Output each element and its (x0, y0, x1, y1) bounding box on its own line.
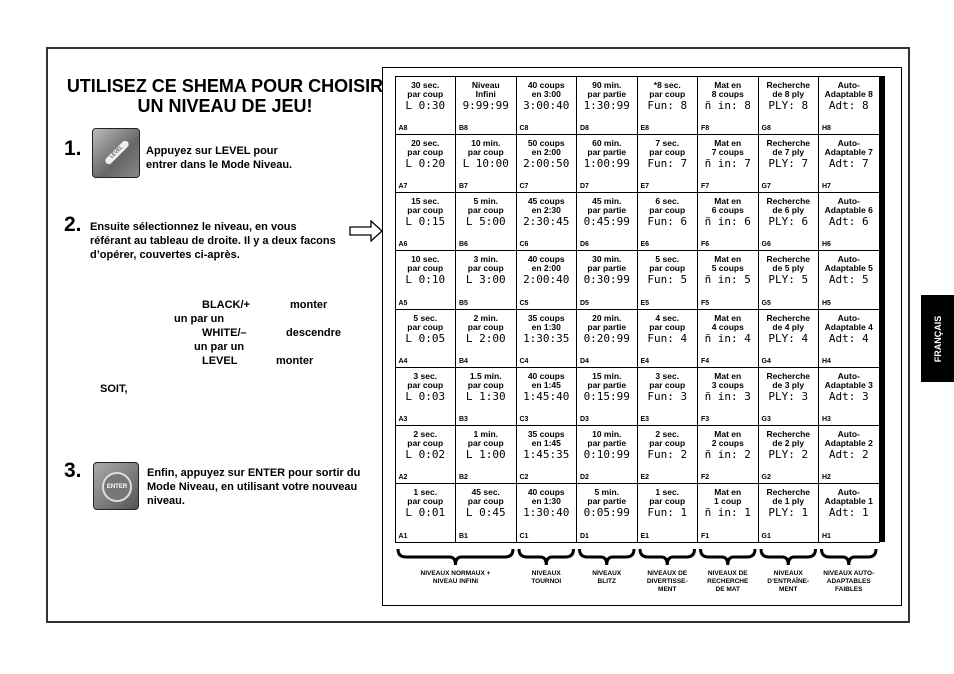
level-code: G3 (761, 416, 771, 423)
lcd-readout: L 0:03 (405, 389, 446, 403)
level-cell (516, 309, 578, 368)
lcd-readout: Fun: 1 (647, 506, 688, 520)
category-brace (398, 549, 513, 565)
level-description: 35 coups en 1:45 (527, 429, 565, 448)
enter-button-label: ENTER (102, 472, 132, 502)
level-description: 2 min. par coup (467, 312, 504, 332)
lcd-readout: L 2:00 (465, 331, 506, 345)
language-tab (921, 295, 954, 382)
level-code: E6 (640, 241, 650, 249)
level-cell (758, 76, 820, 135)
lcd-readout: 0:05:99 (583, 506, 630, 520)
lcd-readout: 1:30:40 (523, 506, 570, 520)
level-cell (516, 425, 578, 484)
lcd-readout: 0:30:99 (583, 273, 630, 287)
level-description: 10 min. par partie (587, 429, 627, 448)
level-code: C2 (519, 474, 529, 482)
level-code: F6 (701, 241, 710, 249)
lcd-readout: Adt: 3 (828, 389, 869, 403)
category-brace (519, 549, 574, 565)
lcd-readout: Adt: 6 (828, 215, 869, 228)
level-cell (455, 483, 517, 542)
lcd-readout: PLY: 2 (768, 448, 809, 461)
category-label: NIVEAUX NORMAUX + NIVEAU INFINI (420, 570, 491, 585)
level-description: 30 min. par partie (587, 254, 627, 274)
category-label: NIVEAUX BLITZ (592, 570, 622, 585)
step-2-line-2a: un par un (174, 313, 225, 325)
level-description: 7 sec. par coup (649, 137, 686, 157)
level-cell (395, 367, 457, 426)
level-description: 50 coups en 2:00 (527, 137, 565, 157)
level-cell (697, 425, 759, 484)
level-code: D5 (580, 299, 589, 307)
level-code: G4 (761, 357, 771, 365)
level-description: 40 coups en 1:30 (527, 487, 565, 507)
level-description: Mat en 1 coup (714, 487, 742, 507)
level-description: 10 min. par coup (467, 137, 504, 157)
level-description: 40 coups en 1:45 (527, 370, 565, 390)
level-cell (697, 192, 759, 251)
level-description: 45 min. par partie (587, 196, 627, 215)
level-code: C8 (519, 124, 529, 132)
level-cell (516, 134, 578, 193)
level-cell (818, 134, 880, 193)
level-cell (455, 367, 517, 426)
level-description: Mat en 6 coups (711, 196, 744, 215)
level-code: G5 (761, 299, 771, 307)
level-description: Recherche de 2 ply (766, 429, 810, 448)
step-3-text: Enfin, appuyez sur ENTER pour sortir du Mode Niveau, en utilisant votre nouveau niveau. (147, 467, 361, 507)
level-cell (395, 76, 457, 135)
step-2-line-1a: BLACK/+ (202, 299, 250, 311)
level-description: Recherche de 3 ply (766, 370, 810, 390)
level-code: B1 (459, 532, 468, 540)
level-cell (516, 483, 578, 542)
lcd-readout: PLY: 4 (768, 331, 809, 345)
level-cell (576, 76, 638, 135)
level-code: A7 (398, 183, 408, 190)
level-description: 40 coups en 2:00 (527, 254, 565, 274)
lcd-readout: Fun: 4 (647, 331, 688, 345)
level-cell (516, 76, 578, 135)
lcd-readout: ñ in: 7 (704, 156, 751, 170)
level-code: H1 (822, 532, 831, 540)
lcd-readout: L 5:00 (465, 215, 506, 228)
level-code: G1 (761, 532, 771, 540)
level-description: Recherche de 5 ply (766, 254, 810, 274)
category-brace (580, 549, 635, 565)
level-description: 6 sec. par coup (649, 196, 686, 215)
step-2-line-3b: descendre (286, 327, 342, 339)
level-description: 1 min. par coup (467, 429, 504, 448)
level-code: A5 (398, 299, 408, 307)
lcd-readout: L 0:45 (465, 506, 506, 520)
level-code: H3 (822, 416, 831, 423)
category-label: NIVEAUX DE DIVERTISSE- MENT (646, 570, 688, 593)
level-code: A1 (398, 532, 408, 540)
level-cell (697, 367, 759, 426)
level-description: Mat en 8 coups (711, 79, 744, 99)
level-description: 3 sec. par coup (649, 370, 686, 390)
page-title: UTILISEZ CE SHEMA POUR CHOISIR UN NIVEAU DE JEU! (66, 76, 384, 116)
step-2-line-5a: LEVEL (202, 355, 238, 367)
level-description: Mat en 5 coups (711, 254, 744, 274)
level-code: C3 (519, 416, 529, 423)
lcd-readout: ñ in: 4 (704, 331, 751, 345)
level-cell (395, 483, 457, 542)
level-description: 1 sec. par coup (649, 487, 686, 507)
level-code: F5 (701, 299, 710, 307)
level-cell (758, 483, 820, 542)
level-code: D1 (580, 532, 589, 540)
level-code: D8 (580, 124, 589, 132)
level-cell (576, 192, 638, 251)
level-code: A2 (398, 474, 408, 482)
lcd-readout: Adt: 4 (828, 331, 869, 345)
level-code: E3 (640, 416, 650, 423)
level-cell (455, 134, 517, 193)
level-description: 5 min. par coup (467, 196, 504, 215)
lcd-readout: L 1:00 (465, 448, 506, 461)
level-code: A8 (398, 124, 408, 132)
level-code: B2 (459, 474, 468, 482)
level-cell (758, 192, 820, 251)
level-code: D3 (580, 416, 589, 423)
level-code: H6 (822, 241, 831, 249)
level-code: E1 (640, 532, 650, 540)
lcd-readout: Fun: 8 (647, 98, 688, 112)
lcd-readout: L 10:00 (462, 156, 509, 170)
level-cell (818, 483, 880, 542)
level-description: Auto- Adaptable 5 (824, 254, 873, 274)
level-description: 30 sec. par coup (407, 79, 444, 99)
level-cell (637, 309, 699, 368)
lcd-readout: L 0:20 (405, 156, 446, 170)
level-cell (818, 76, 880, 135)
step-2-line-4a: un par un (194, 341, 245, 353)
level-code: E2 (640, 474, 650, 482)
level-cell (637, 425, 699, 484)
level-description: Auto- Adaptable 6 (824, 196, 873, 215)
level-code: H4 (822, 357, 831, 365)
category-brace (822, 549, 877, 565)
lcd-readout: L 0:01 (405, 506, 446, 520)
level-cell (697, 134, 759, 193)
level-description: 2 sec. par coup (649, 429, 686, 448)
level-description: Auto- Adaptable 2 (824, 429, 873, 448)
level-code: F2 (701, 474, 710, 482)
level-description: 3 min. par coup (467, 254, 504, 274)
lcd-readout: PLY: 3 (768, 389, 809, 403)
level-description: Recherche de 4 ply (766, 312, 810, 332)
level-description: Recherche de 7 ply (766, 137, 810, 157)
level-cell (516, 250, 578, 309)
lcd-readout: 2:30:45 (523, 215, 570, 228)
step-2-line-3a: WHITE/– (202, 327, 247, 339)
level-description: 5 min. par partie (587, 487, 627, 507)
level-cell (395, 309, 457, 368)
level-cell (516, 192, 578, 251)
level-description: *8 sec. par coup (649, 79, 686, 99)
step-2-line-1b: monter (290, 299, 328, 311)
level-cell (697, 250, 759, 309)
level-description: 45 coups en 2:30 (527, 196, 565, 215)
lcd-readout: L 0:02 (405, 448, 446, 461)
level-table (395, 76, 885, 542)
enter-button-icon (93, 462, 139, 510)
level-code: G2 (761, 474, 771, 482)
lcd-readout: 0:15:99 (583, 389, 630, 403)
lcd-readout: 3:00:40 (523, 98, 570, 112)
level-cell (818, 309, 880, 368)
level-description: 20 sec. par coup (407, 137, 444, 157)
level-cell (758, 367, 820, 426)
lcd-readout: ñ in: 3 (704, 389, 751, 403)
lcd-readout: 1:00:99 (583, 156, 630, 170)
level-cell (395, 192, 457, 251)
level-description: 20 min. par partie (587, 312, 627, 332)
level-code: B8 (459, 124, 468, 132)
level-code: A6 (398, 241, 408, 249)
level-cell (576, 425, 638, 484)
level-description: 10 sec. par coup (407, 254, 444, 274)
level-code: A4 (398, 357, 408, 365)
level-code: C7 (519, 183, 529, 190)
lcd-readout: PLY: 8 (768, 98, 809, 112)
level-description: 60 min. par partie (587, 137, 627, 157)
level-code: H7 (822, 183, 831, 190)
lcd-readout: ñ in: 1 (704, 506, 751, 520)
level-code: C4 (519, 357, 529, 365)
level-code: C5 (519, 299, 529, 307)
level-code: F4 (701, 357, 710, 365)
level-code: D7 (580, 183, 589, 190)
level-description: Mat en 3 coups (711, 370, 744, 390)
lcd-readout: 1:45:35 (523, 448, 570, 461)
lcd-readout: 1:45:40 (523, 389, 570, 403)
level-cell (818, 367, 880, 426)
level-cell (758, 425, 820, 484)
lcd-readout: PLY: 1 (768, 506, 809, 520)
level-code: D6 (580, 241, 589, 249)
level-cell (455, 192, 517, 251)
level-description: Recherche de 1 ply (766, 487, 810, 507)
lcd-readout: L 0:05 (405, 331, 446, 345)
level-cell (395, 425, 457, 484)
level-code: B7 (459, 183, 468, 190)
level-description: Auto- Adaptable 8 (824, 79, 873, 99)
level-code: H8 (822, 124, 831, 132)
category-label: NIVEAUX TOURNOI (531, 570, 562, 585)
level-code: C6 (519, 241, 529, 249)
step-2-line-5b: monter (276, 355, 314, 367)
lcd-readout: ñ in: 2 (704, 448, 751, 461)
level-cell (818, 425, 880, 484)
lcd-readout: 0:10:99 (583, 448, 630, 461)
level-description: 35 coups en 1:30 (527, 312, 565, 332)
lcd-readout: L 3:00 (465, 273, 506, 287)
step-2-number: 2. (64, 213, 82, 236)
level-cell (395, 134, 457, 193)
level-description: Niveau Infini (471, 79, 500, 99)
lcd-readout: 1:30:35 (523, 331, 570, 345)
level-code: H5 (822, 299, 831, 307)
level-description: 1 sec. par coup (407, 487, 444, 507)
level-cell (576, 134, 638, 193)
level-cell (818, 250, 880, 309)
lcd-readout: Adt: 7 (828, 156, 869, 170)
level-cell (758, 134, 820, 193)
level-code: G8 (761, 124, 771, 132)
level-code: D4 (580, 357, 589, 365)
level-code: E5 (640, 299, 650, 307)
level-code: B5 (459, 299, 468, 307)
lcd-readout: ñ in: 5 (704, 273, 751, 287)
lcd-readout: Fun: 6 (647, 215, 688, 228)
lcd-readout: ñ in: 8 (704, 98, 751, 112)
level-cell (455, 76, 517, 135)
step-2-text: Ensuite sélectionnez le niveau, en vous référant au tableau de droite. Il y a deux facons d’opérer, couvertes ci-après. (90, 221, 336, 261)
level-cell (758, 309, 820, 368)
level-description: 2 sec. par coup (407, 429, 444, 448)
step-1-text: Appuyez sur LEVEL pour entrer dans le Mode Niveau. (146, 145, 293, 171)
lcd-readout: Adt: 2 (828, 448, 869, 461)
level-description: 1.5 min. par coup (467, 370, 504, 390)
lcd-readout: L 0:15 (405, 215, 446, 228)
level-cell (637, 76, 699, 135)
level-description: 15 min. par partie (587, 370, 627, 390)
level-description: Auto- Adaptable 4 (824, 312, 873, 332)
lcd-readout: 2:00:50 (523, 156, 570, 170)
level-cell (758, 250, 820, 309)
level-cell (637, 250, 699, 309)
level-cell (697, 76, 759, 135)
level-cell (818, 192, 880, 251)
lcd-readout: Adt: 8 (828, 98, 869, 112)
lcd-readout: 0:45:99 (583, 215, 630, 228)
level-code: F3 (701, 416, 710, 423)
level-button-label: LEVEL (104, 139, 130, 165)
level-code: B6 (459, 241, 468, 249)
level-code: A3 (398, 416, 408, 423)
lcd-readout: L 1:30 (465, 389, 506, 403)
lcd-readout: Adt: 5 (828, 273, 869, 287)
lcd-readout: PLY: 7 (768, 156, 809, 170)
level-cell (455, 425, 517, 484)
level-code: C1 (519, 532, 529, 540)
level-description: Mat en 4 coups (711, 312, 744, 332)
category-label: NIVEAUX D’ENTRAÎNE- MENT (767, 570, 810, 593)
lcd-readout: 2:00:40 (523, 273, 570, 287)
level-button-icon (92, 128, 140, 178)
category-label: NIVEAUX AUTO- ADAPTABLES FAIBLES (823, 570, 875, 593)
step-1-number: 1. (64, 137, 82, 160)
level-description: 15 sec. par coup (407, 196, 444, 215)
category-brace (701, 549, 756, 565)
level-description: Recherche de 6 ply (766, 196, 810, 215)
level-code: F7 (701, 183, 710, 190)
level-description: Auto- Adaptable 3 (824, 370, 873, 390)
level-cell (395, 250, 457, 309)
level-code: E7 (640, 183, 650, 190)
level-code: G6 (761, 241, 771, 249)
lcd-readout: Adt: 1 (828, 506, 869, 520)
level-cell (576, 483, 638, 542)
level-cell (576, 309, 638, 368)
category-brace (761, 549, 816, 565)
level-code: F1 (701, 532, 710, 540)
level-description: Recherche de 8 ply (766, 79, 810, 99)
language-tab-label: FRANÇAIS (932, 315, 943, 362)
category-braces (395, 547, 879, 567)
soit-label: SOIT, (100, 383, 128, 395)
level-description: 3 sec. par coup (407, 370, 444, 390)
lcd-readout: ñ in: 6 (704, 215, 751, 228)
level-description: Mat en 7 coups (711, 137, 744, 157)
lcd-readout: PLY: 6 (768, 215, 809, 228)
level-cell (637, 483, 699, 542)
level-description: Auto- Adaptable 7 (824, 137, 873, 157)
level-code: H2 (822, 474, 831, 482)
lcd-readout: 0:20:99 (583, 331, 630, 345)
level-cell (576, 367, 638, 426)
level-cell (637, 134, 699, 193)
category-brace (640, 549, 695, 565)
level-code: D2 (580, 474, 589, 482)
level-cell (697, 483, 759, 542)
lcd-readout: Fun: 5 (647, 273, 688, 287)
lcd-readout: PLY: 5 (768, 273, 809, 287)
level-code: B4 (459, 357, 468, 365)
level-description: Auto- Adaptable 1 (824, 487, 873, 507)
lcd-readout: 9:99:99 (462, 98, 509, 112)
level-cell (576, 250, 638, 309)
lcd-readout: 1:30:99 (583, 98, 630, 112)
level-cell (516, 367, 578, 426)
level-code: B3 (459, 416, 468, 423)
lcd-readout: Fun: 2 (647, 448, 688, 461)
level-cell (637, 367, 699, 426)
level-description: 45 sec. par coup (467, 487, 504, 507)
level-cell (455, 309, 517, 368)
category-label: NIVEAUX DE RECHERCHE DE MAT (707, 570, 749, 593)
step-3-number: 3. (64, 459, 82, 482)
level-cell (637, 192, 699, 251)
level-code: E8 (640, 124, 650, 132)
level-description: 5 sec. par coup (407, 312, 444, 332)
lcd-readout: Fun: 3 (647, 389, 688, 403)
level-description: 90 min. par partie (587, 79, 627, 99)
level-description: 4 sec. par coup (649, 312, 686, 332)
lcd-readout: L 0:30 (405, 98, 446, 112)
level-cell (455, 250, 517, 309)
level-description: 40 coups en 3:00 (527, 79, 565, 99)
level-description: Mat en 2 coups (711, 429, 744, 448)
level-description: 5 sec. par coup (649, 254, 686, 274)
level-code: E4 (640, 357, 650, 365)
level-code: F8 (701, 124, 710, 132)
lcd-readout: Fun: 7 (647, 156, 688, 170)
level-cell (697, 309, 759, 368)
lcd-readout: L 0:10 (405, 273, 446, 287)
level-code: G7 (761, 183, 771, 190)
arrow-right-icon (349, 220, 383, 242)
